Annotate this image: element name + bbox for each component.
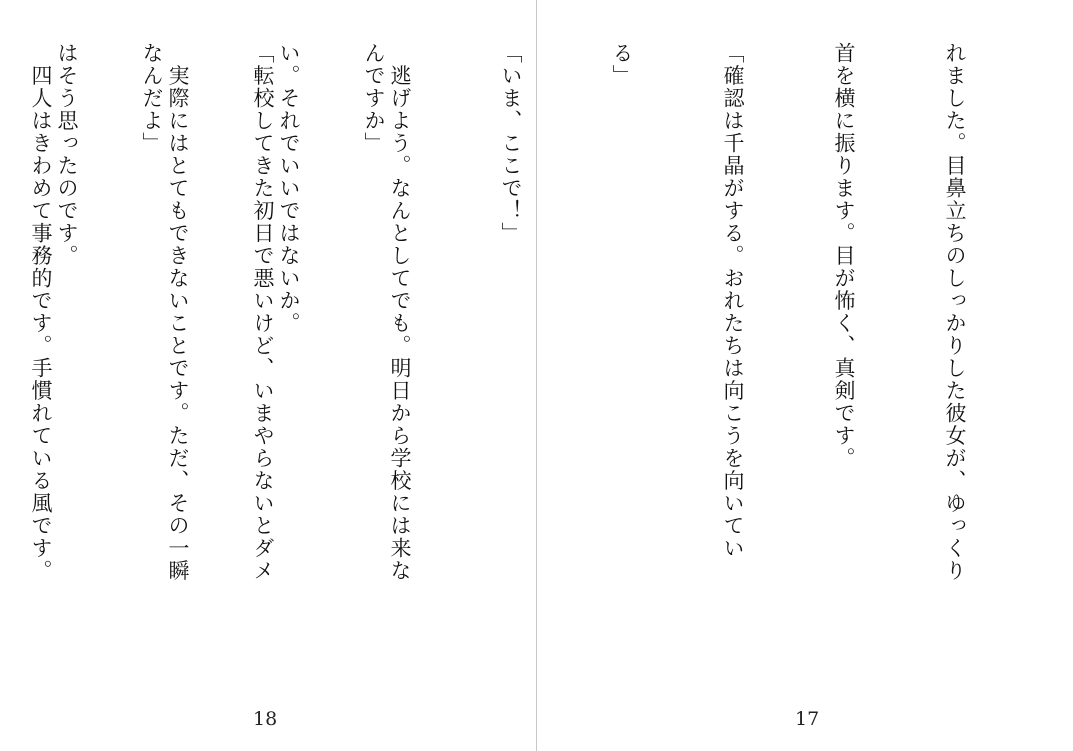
text-line: 四人はきわめて事務的です。手慣れている風です。 [29,42,53,582]
text-line: 「転校してきた初日で悪いけど、いまやらないとダメ [251,42,275,582]
text-line: 「確認は千晶がする。おれたちは向こうを向いてい [721,42,745,560]
text-line: れました。目鼻立ちのしっかりした彼女が、ゆっくり [943,42,967,582]
text-line: る」 [610,42,634,87]
text-line: 首を横に振ります。目が怖く、真剣です。 [832,42,856,470]
text-line: 「いま、ここで！」 [499,42,523,245]
text-line: 逃げよう。なんとしてでも。明日から学校には来な [388,42,412,582]
text-line: 実際にはとてもできないことです。ただ、その一瞬 [166,42,190,582]
page-number-right: 17 [795,708,820,730]
page-number-left: 18 [253,708,278,730]
text-line: んですか」 [362,42,386,155]
text-line: い。それでいいではないか。 [277,42,301,335]
text-line: なんだよ」 [140,42,164,155]
text-line: はそう思ったのです。 [55,42,79,267]
